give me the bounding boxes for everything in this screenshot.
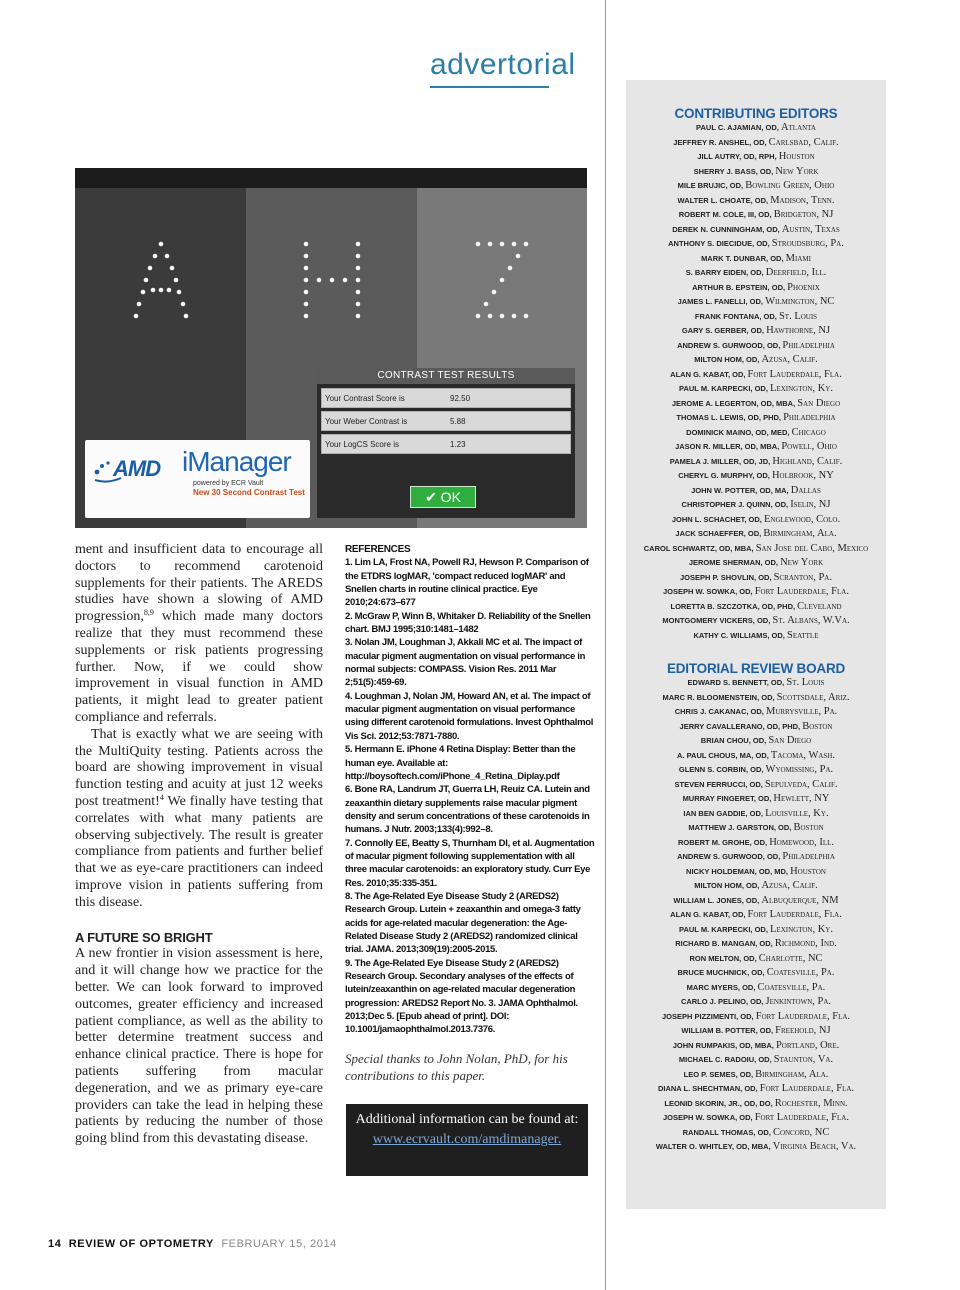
editor-location: Dallas: [790, 484, 821, 496]
editor-name: MICHAEL C. RADOIU, OD,: [678, 1055, 772, 1064]
article-body: [75, 542, 323, 1148]
editor-entry: [626, 1039, 886, 1054]
editor-name: ANTHONY S. DIECIDUE, OD,: [668, 239, 770, 248]
dot-letter-h: [304, 242, 361, 319]
editor-location: Coatesville, Pa.: [757, 981, 826, 993]
editor-entry: [626, 966, 886, 981]
editor-entry: [626, 894, 886, 909]
editor-location: San Diego: [768, 735, 812, 746]
editor-name: BRUCE MUCHNICK, OD,: [677, 968, 765, 977]
reference-item: 5. Hermann E. iPhone 4 Retina Display: Better than the human eye. Available at: http://boysoftech.com/iPhone_4_Retina_Diplay.pdf: [345, 744, 576, 782]
editor-name: WALTER L. CHOATE, OD,: [677, 195, 769, 205]
editor-location: Iselin, NJ: [790, 499, 831, 510]
editor-entry: [626, 836, 886, 851]
editor-name: PAUL M. KARPECKI, OD,: [679, 384, 768, 393]
editor-location: Boston: [793, 822, 824, 833]
editor-name: JEROME A. LEGERTON, OD, MBA,: [671, 398, 796, 408]
editor-name: RICHARD B. MANGAN, OD,: [675, 939, 773, 948]
contrast-test-figure: [75, 168, 587, 528]
editor-name: ROBERT M. COLE, III, OD,: [678, 210, 772, 219]
editor-name: PAUL M. KARPECKI, OD,: [679, 924, 768, 934]
editor-location: Boston: [802, 720, 833, 732]
editor-name: JOSEPH P. SHOVLIN, OD,: [680, 572, 772, 582]
editor-entry: [626, 1068, 886, 1083]
editor-name: JAMES L. FANELLI, OD,: [677, 297, 764, 306]
editor-entry: [626, 310, 886, 325]
editor-location: Azusa, Calif.: [761, 354, 818, 365]
editor-entry: [626, 368, 886, 383]
paragraph-text: That is exactly what we are seeing with the MultiQuity testing. Patients across the board are showing improvement in visual function testing and acuity at just 12 weeks post treatment!: [75, 726, 323, 809]
editor-location: Carlsbad, Calif.: [768, 136, 839, 148]
editor-entry: [626, 237, 886, 252]
reference-item: 8. The Age-Related Eye Disease Study 2 (AREDS2) Research Group. Lutein + zeaxanthin and omega-3 fatty acids for age-related macular degeneration: the Age-Related Disease Study 2 (AREDS2) randomized clinical trial. JAMA. 2013;309(19):2005-2015.: [345, 890, 581, 956]
publication-name: REVIEW OF OPTOMETRY: [68, 1238, 214, 1250]
editor-location: Richmond, Ind.: [774, 938, 837, 949]
editor-name: ANDREW S. GURWOOD, OD,: [677, 852, 781, 861]
editor-location: Holbrook, NY: [771, 470, 834, 481]
editor-location: Concord, NC: [772, 1126, 830, 1138]
editor-location: Fort Lauderdale, Fla.: [755, 1010, 851, 1022]
editor-name: CARLO J. PELINO, OD,: [680, 997, 764, 1006]
editor-entry: [626, 981, 886, 996]
editor-entry: [626, 778, 886, 793]
editor-location: Lexington, Ky.: [770, 383, 833, 394]
editor-location: Fort Lauderdale, Fla.: [759, 1083, 855, 1094]
editor-location: Houston: [778, 151, 815, 162]
editor-location: Powell, Ohio: [781, 441, 837, 452]
editor-entry: [626, 324, 886, 339]
editor-entry: [626, 136, 886, 151]
editor-entry: [626, 484, 886, 499]
ok-button[interactable]: ✔ OK: [410, 486, 476, 508]
editor-location: Philadelphia: [783, 412, 836, 423]
editor-location: Fort Lauderdale, Fla.: [754, 586, 849, 597]
additional-info-box: [346, 1104, 588, 1176]
editor-entry: [626, 952, 886, 967]
editor-name: FRANK FONTANA, OD,: [694, 311, 777, 321]
results-row-label: Your Contrast Score is: [325, 394, 405, 403]
editor-name: RON MELTON, OD,: [689, 953, 757, 963]
editor-location: Fort Lauderdale, Fla.: [754, 1112, 849, 1123]
editor-name: ALAN G. KABAT, OD,: [670, 369, 746, 379]
editor-location: Homewood, Ill.: [769, 836, 835, 848]
editor-entry: [626, 792, 886, 807]
editor-entry: [626, 879, 886, 894]
editor-name: ARTHUR B. EPSTEIN, OD,: [692, 282, 786, 292]
editor-entry: [626, 923, 886, 938]
reference-item: 4. Loughman J, Nolan JM, Howard AN, et al. The impact of macular pigment augmentation on visual performance using different carotenoid formulations. Invest Ophthalmol Vis Sci. 2012;53:7871-7880.: [345, 690, 594, 742]
editor-location: Tacoma, Wash.: [770, 749, 835, 761]
references: [345, 543, 595, 1037]
editor-entry: [626, 498, 886, 513]
citation: 4: [159, 792, 164, 802]
editor-location: St. Louis: [778, 310, 818, 322]
editor-name: EDWARD S. BENNETT, OD,: [687, 678, 785, 687]
results-row-value: 5.88: [450, 417, 466, 426]
editor-name: MILTON HOM, OD,: [694, 355, 760, 364]
editor-name: LORETTA B. SZCZOTKA, OD, PHD,: [670, 601, 796, 611]
page-number: 14: [48, 1238, 62, 1250]
editor-entry: [626, 266, 886, 281]
editor-location: Birmingham, Ala.: [755, 1068, 829, 1080]
editor-entry: [626, 513, 886, 528]
editor-location: Wilmington, NC: [765, 296, 835, 307]
editor-location: Stroudsburg, Pa.: [771, 238, 844, 249]
editor-location: Scranton, Pa.: [773, 571, 832, 583]
editor-entry: [626, 705, 886, 720]
editor-location: Albuquerque, NM: [761, 894, 839, 906]
citation: 8,9: [143, 608, 154, 618]
editor-location: Bridgeton, NJ: [773, 209, 834, 220]
editor-name: ANDREW S. GURWOOD, OD,: [677, 340, 781, 350]
results-title: CONTRAST TEST RESULTS: [317, 368, 575, 384]
editor-entry: [626, 426, 886, 441]
editor-location: Philadelphia: [782, 851, 835, 862]
editor-entry: [626, 382, 886, 397]
editor-location: Highland, Calif.: [772, 455, 843, 467]
editor-entry: [626, 720, 886, 735]
editor-name: PAUL C. AJAMIAN, OD,: [696, 123, 779, 132]
editor-name: CAROL SCHWARTZ, OD, MBA,: [643, 543, 754, 553]
amd-imanager-logo: [85, 440, 310, 518]
acknowledgement: Special thanks to John Nolan, PhD, for his contributions to this paper.: [345, 1051, 568, 1083]
editor-entry: [626, 440, 886, 455]
editor-location: Phoenix: [787, 281, 820, 293]
reference-item: 2. McGraw P, Winn B, Whitaker D. Reliability of the Snellen chart. BMJ 1995;310:1481–1482: [345, 610, 591, 636]
editor-entry: [626, 353, 886, 368]
paragraph: A new frontier in vision assessment is here, and it will change how we practice for the better. We can look forward to improved outcomes, greater efficiency and increased patient compliance, as well as the ability to better determine treatment success and enhance clinical practice. There is hope for patients suffering from macular degeneration, and we as primary eye-care providers can take the lead in helping these patients by reducing the number of those going blind from this devastating disease.: [75, 946, 323, 1147]
issue-date: FEBRUARY 15, 2014: [221, 1238, 337, 1250]
editor-location: Lexington, Ky.: [770, 923, 833, 935]
logo-amd-text: AMD: [113, 456, 161, 481]
editor-location: Madison, Tenn.: [770, 194, 835, 206]
editor-entry: [626, 850, 886, 865]
editor-name: A. PAUL CHOUS, MA, OD,: [677, 750, 769, 760]
editor-location: Jenkintown, Pa.: [765, 996, 832, 1007]
editor-location: St. Louis: [786, 677, 825, 688]
editor-name: MARC R. BLOOMENSTEIN, OD,: [662, 692, 775, 702]
editor-name: MATTHEW J. GARSTON, OD,: [688, 823, 792, 832]
results-row: [321, 388, 571, 408]
editor-location: Austin, Texas: [781, 223, 840, 235]
editor-entry: [626, 150, 886, 165]
editor-location: Hawthorne, NJ: [766, 325, 831, 336]
results-row-label: Your LogCS Score is: [325, 440, 399, 449]
reference-item: 9. The Age-Related Eye Disease Study 2 (AREDS2) Research Group. Secondary analyses of the effects of lutein/zeaxanthin on age-related macular degeneration progression: AREDS2 Report No. 3. JAMA Ophthalmol. 2013;Dec 5. [Epub ahead of print]. DOI: 10.1001/jamaophthalmol.2013.7376.: [345, 957, 578, 1036]
masthead-sidebar: [626, 80, 886, 1209]
editor-name: ALAN G. KABAT, OD,: [670, 910, 746, 919]
section-label-underline: [430, 86, 549, 88]
reference-item: 6. Bone RA, Landrum JT, Guerra LH, Reuiz CA. Lutein and zeaxanthin dietary supplements raise macular pigment density and serum concentrations of these carotenoids in humans. J Nutr. 2003;133(4):992–8.: [345, 784, 590, 836]
info-link[interactable]: www.ecrvault.com/amdimanager.: [372, 1132, 562, 1147]
editor-location: Chicago: [791, 426, 826, 438]
editor-name: WILLIAM B. POTTER, OD,: [681, 1026, 774, 1035]
editor-location: Fort Lauderdale, Fla.: [747, 909, 842, 920]
editor-entry: [626, 614, 886, 629]
info-text: Additional information can be found at:: [355, 1112, 579, 1127]
editor-entry: [626, 295, 886, 310]
editor-name: MONTGOMERY VICKERS, OD,: [662, 616, 771, 625]
editor-location: St. Albans, W.Va.: [772, 615, 850, 626]
editor-name: LEONID SKORIN, JR., OD, DO,: [664, 1098, 773, 1108]
editor-location: Charlotte, NC: [758, 952, 823, 964]
editor-entry: [626, 908, 886, 923]
editor-entry: [626, 527, 886, 542]
results-row-value: 92.50: [450, 394, 471, 403]
editor-entry: [626, 937, 886, 952]
editor-entry: [626, 252, 886, 267]
editor-location: Coatesville, Pa.: [766, 967, 835, 978]
editor-location: Virginia Beach, Va.: [772, 1141, 857, 1152]
editor-entry: [626, 455, 886, 470]
editor-entry: [626, 763, 886, 778]
editor-location: Birmingham, Ala.: [763, 528, 837, 539]
editor-location: Englewood, Colo.: [763, 513, 841, 525]
editor-name: WILLIAM L. JONES, OD,: [673, 895, 760, 905]
editor-name: NICKY HOLDEMAN, OD, MD,: [686, 866, 788, 876]
editor-location: Philadelphia: [782, 339, 835, 351]
references-title: REFERENCES: [345, 544, 411, 555]
editor-entry: [626, 339, 886, 354]
editor-location: New York: [780, 557, 824, 568]
editor-location: Miami: [785, 252, 811, 264]
editor-name: RANDALL THOMAS, OD,: [682, 1127, 771, 1137]
editor-location: Sepulveda, Calif.: [764, 778, 838, 790]
editor-name: JOHN L. SCHACHET, OD,: [671, 514, 762, 524]
editor-name: DOMINICK MAINO, OD, MED,: [686, 427, 790, 437]
editor-entry: [626, 821, 886, 836]
editor-entry: [626, 995, 886, 1010]
dot-letter-a: [134, 242, 189, 319]
editor-entry: [626, 734, 886, 749]
editor-name: CHRIS J. CAKANAC, OD,: [674, 707, 764, 716]
editor-location: Murrysville, Pa.: [766, 706, 838, 717]
dot-letters: [75, 188, 587, 348]
reference-item: 3. Nolan JM, Loughman J, Akkali MC et al. The impact of macular pigment augmentation on visual performance in normal subjects: COMPASS. Vision Res. 2011 Mar 2;51(5):459-69.: [345, 637, 586, 689]
editorial-review-board-list: [626, 676, 886, 1155]
editor-entry: [626, 179, 886, 194]
results-row: [321, 434, 571, 454]
editor-name: MILE BRUJIC, OD,: [677, 181, 744, 190]
editor-location: San Jose del Cabo, Mexico: [755, 542, 869, 554]
editor-entry: [626, 397, 886, 412]
editor-location: Scottsdale, Ariz.: [776, 691, 850, 703]
editor-name: CHERYL G. MURPHY, OD,: [678, 471, 770, 480]
contributing-editors-list: [626, 121, 886, 643]
editor-name: DIANA L. SHECHTMAN, OD,: [657, 1084, 758, 1093]
editor-name: JOSEPH W. SOWKA, OD,: [663, 587, 753, 596]
editor-entry: [626, 629, 886, 644]
editor-entry: [626, 749, 886, 764]
paragraph-text: which made many doctors realize that they must recommend these supplements or risk patients progressing further. Now, if we could show improvement in visual function in AMD patients, it might lead to greater patient compliance and referrals.: [75, 609, 323, 725]
editor-name: S. BARRY EIDEN, OD,: [685, 268, 764, 277]
editor-entry: [626, 807, 886, 822]
editor-name: JOHN W. POTTER, OD, MA,: [691, 485, 789, 495]
editor-name: BRIAN CHOU, OD,: [700, 736, 767, 745]
editor-location: Rochester, Minn.: [774, 1097, 848, 1109]
editor-entry: [626, 571, 886, 586]
editor-name: STEVEN FERRUCCI, OD,: [674, 779, 763, 789]
editor-name: WALTER O. WHITLEY, OD, MBA,: [655, 1142, 771, 1151]
editor-entry: [626, 865, 886, 880]
editor-name: JEROME SHERMAN, OD,: [688, 558, 778, 567]
editor-location: Cleveland: [797, 600, 842, 612]
editor-entry: [626, 1140, 886, 1155]
editor-entry: [626, 542, 886, 557]
editor-name: KATHY C. WILLIAMS, OD,: [693, 630, 785, 640]
editor-location: Deerfield, Ill.: [765, 267, 827, 278]
editor-entry: [626, 208, 886, 223]
editor-entry: [626, 411, 886, 426]
editor-location: Bowling Green, Ohio: [745, 180, 835, 191]
editor-location: Houston: [790, 865, 826, 877]
reference-item: 7. Connolly EE, Beatty S, Thurnham DI, et al. Augmentation of macular pigment following supplementation with all three macular carotenoids: an exploratory study. Curr Eye Res. 2010;35:335-351.: [345, 837, 595, 889]
editor-entry: [626, 469, 886, 484]
page-footer: [48, 1238, 337, 1250]
paragraph: [75, 542, 323, 727]
editor-entry: [626, 1024, 886, 1039]
editor-name: ROBERT M. GROHE, OD,: [677, 837, 768, 847]
results-row-value: 1.23: [450, 440, 466, 449]
editor-entry: [626, 1082, 886, 1097]
editor-name: JOHN RUMPAKIS, OD, MBA,: [672, 1040, 774, 1050]
editor-name: GLENN S. CORBIN, OD,: [678, 765, 764, 774]
editor-name: DEREK N. CUNNINGHAM, OD,: [672, 224, 780, 234]
editor-entry: [626, 600, 886, 615]
editor-name: SHERRY J. BASS, OD,: [693, 166, 774, 176]
editor-entry: [626, 1126, 886, 1141]
dot-letter-z: [476, 242, 529, 319]
editor-location: Freehold, NJ: [775, 1025, 831, 1036]
editor-location: Hewlett, NY: [773, 793, 830, 804]
paragraph-text: ment and insufficient data to encourage all doctors to recommend carotenoid supplements for their patients. The AREDS studies have shown a slowing of AMD progression,: [75, 542, 323, 625]
editor-name: CHRISTOPHER J. QUINN, OD,: [681, 500, 789, 509]
paragraph: [75, 727, 323, 912]
editor-location: Louisville, Ky.: [765, 807, 829, 819]
editor-entry: [626, 585, 886, 600]
editor-name: GARY S. GERBER, OD,: [681, 326, 764, 335]
editor-entry: [626, 121, 886, 136]
editor-location: Atlanta: [780, 122, 816, 133]
editor-name: THOMAS L. LEWIS, OD, PHD,: [676, 413, 781, 422]
editor-entry: [626, 194, 886, 209]
editor-location: Azusa, Calif.: [761, 880, 818, 891]
editor-name: MARC MYERS, OD,: [686, 982, 756, 992]
logo-product-text: iManager: [182, 446, 291, 477]
editor-location: San Diego: [797, 397, 841, 409]
editor-name: IAN BEN GADDIE, OD,: [683, 808, 763, 818]
editor-name: JILL AUTRY, OD, RPH,: [697, 152, 777, 161]
editor-location: Portland, Ore.: [775, 1039, 840, 1051]
editor-entry: [626, 165, 886, 180]
section-heading: A FUTURE SO BRIGHT: [75, 929, 213, 945]
editor-name: MARK T. DUNBAR, OD,: [701, 253, 784, 263]
results-row-label: Your Weber Contrast is: [325, 417, 408, 426]
contrast-results-dialog: [317, 368, 575, 518]
editor-name: JEFFREY R. ANSHEL, OD,: [673, 137, 767, 147]
editor-name: JASON R. MILLER, OD, MBA,: [675, 442, 780, 451]
paragraph-text: We finally have testing that correlates with what many patients are observing subjectively. The result is greater compliance from patients and further belief that we as eye-care practitioners can indeed improve vision in patients suffering from this disease.: [75, 793, 323, 910]
results-row: [321, 411, 571, 431]
editor-name: MURRAY FINGERET, OD,: [682, 794, 772, 803]
editor-name: PAMELA J. MILLER, OD, JD,: [669, 456, 771, 466]
logo-powered-by: powered by ECR Vault: [193, 480, 264, 487]
logo-tagline: New 30 Second Contrast Test: [193, 488, 305, 497]
section-label: advertorial: [430, 48, 576, 81]
editor-name: MILTON HOM, OD,: [694, 881, 760, 890]
editor-location: Wyomissing, Pa.: [765, 764, 834, 775]
editor-entry: [626, 556, 886, 571]
editor-location: Seattle: [786, 629, 819, 641]
editor-location: Fort Lauderdale, Fla.: [747, 368, 842, 380]
editor-entry: [626, 1053, 886, 1068]
reference-item: 1. Lim LA, Frost NA, Powell RJ, Hewson P. Comparison of the ETDRS logMAR, 'compact reduced logMAR' and Snellen charts in routine clinical practice. Eye 2010;24:673–677: [345, 557, 589, 609]
editor-entry: [626, 1097, 886, 1112]
editor-location: Staunton, Va.: [773, 1054, 834, 1065]
editor-entry: [626, 223, 886, 238]
editor-entry: [626, 691, 886, 706]
editor-entry: [626, 1010, 886, 1025]
contributing-editors-title: CONTRIBUTING EDITORS: [674, 106, 838, 121]
editor-entry: [626, 1111, 886, 1126]
editor-location: New York: [775, 165, 819, 177]
editor-name: LEO P. SEMES, OD,: [683, 1069, 754, 1079]
editor-name: JERRY CAVALLERANO, OD, PHD,: [679, 721, 801, 731]
editorial-review-board-title: EDITORIAL REVIEW BOARD: [666, 661, 846, 676]
editor-name: JOSEPH W. SOWKA, OD,: [663, 1113, 753, 1122]
editor-name: JACK SCHAEFFER, OD,: [675, 529, 762, 538]
editor-entry: [626, 676, 886, 691]
editor-name: JOSEPH PIZZIMENTI, OD,: [661, 1011, 754, 1021]
column-divider: [605, 0, 606, 1290]
editor-entry: [626, 281, 886, 296]
